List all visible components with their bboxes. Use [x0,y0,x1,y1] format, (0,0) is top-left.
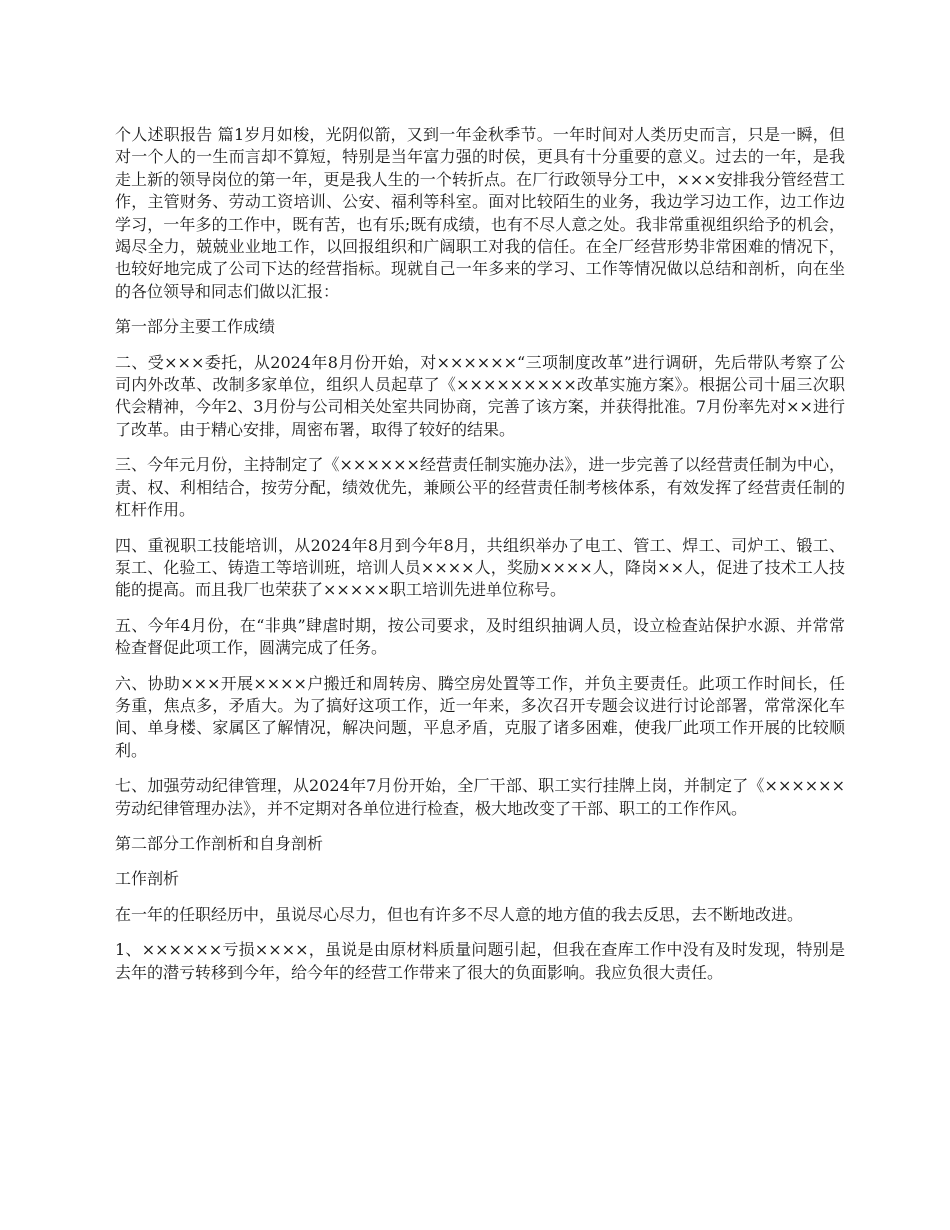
paragraph-item-4: 四、重视职工技能培训，从2024年8月到今年8月，共组织举办了电工、管工、焊工、司炉工、锻工、泵工、化验工、铸造工等培训班，培训人员××××人，奖励××××人，降岗××人，促进了技术工人技能的提高。而且我厂也荣获了×××××职工培训先进单位称号。 [115,535,845,600]
paragraph-item-5: 五、今年4月份，在“非典”肆虐时期，按公司要求，及时组织抽调人员，设立检查站保护水源、并常常检查督促此项工作，圆满完成了任务。 [115,615,845,658]
paragraph-item-3: 三、今年元月份，主持制定了《××××××经营责任制实施办法》，进一步完善了以经营责任制为中心，责、权、利相结合，按劳分配，绩效优先，兼顾公平的经营责任制考核体系，有效发挥了经营责任制的杠杆作用。 [115,455,845,520]
paragraph-item-6: 六、协助×××开展××××户搬迁和周转房、腾空房处置等工作，并负主要责任。此项工作时间长，任务重，焦点多，矛盾大。为了搞好这项工作，近一年来，多次召开专题会议进行讨论部署，常常深化车间、单身楼、家属区了解情况，解决问题，平息矛盾，克服了诸多困难，使我厂此项工作开展的比较顺利。 [115,673,845,760]
paragraph-item-7: 七、加强劳动纪律管理，从2024年7月份开始，全厂干部、职工实行挂牌上岗，并制定了《××××××劳动纪律管理办法》，并不定期对各单位进行检查，极大地改变了干部、职工的工作作风。 [115,776,845,818]
paragraph-item-2: 二、受×××委托，从2024年8月份开始，对××××××“三项制度改革”进行调研，先后带队考察了公司内外改革、改制多家单位，组织人员起草了《×××××××××改革实施方案》。根据公司十届三次职代会精神，今年2、3月份与公司相关处室共同协商，完善了该方案，并获得批准。7月份率先对××进行了改革。由于精心安排，周密布署，取得了较好的结果。 [115,352,845,439]
paragraph-issue-1: 1、××××××亏损××××，虽说是由原材料质量问题引起，但我在查库工作中没有及时发现，特别是去年的潜亏转移到今年，给今年的经营工作带来了很大的负面影响。我应负很大责任。 [115,940,845,982]
paragraph-reflection: 在一年的任职经历中，虽说尽心尽力，但也有许多不尽人意的地方值的我去反思，去不断地改进。 [115,904,804,924]
subheading-work-analysis: 工作剖析 [115,869,180,889]
paragraph-intro: 个人述职报告 篇1岁月如梭，光阴似箭，又到一年金秋季节。一年时间对人类历史而言，只是一瞬，但对一个人的一生而言却不算短，特别是当年富力强的时侯，更具有十分重要的意义。过去的一年，是我走上新的领导岗位的第一年，更是我人生的一个转折点。在厂行政领导分工中，×××安排我分管经营工作，主管财务、劳动工资培训、公安、福利等科室。面对比较陌生的业务，我边学习边工作，边工作边学习，一年多的工作中，既有苦，也有乐;既有成绩，也有不尽人意之处。我非常重视组织给予的机会，竭尽全力，兢兢业业地工作，以回报组织和广阔职工对我的信任。在全厂经营形势非常困难的情况下，也较好地完成了公司下达的经营指标。现就自己一年多来的学习、工作等情况做以总结和剖析，向在坐的各位领导和同志们做以汇报： [115,125,845,301]
document-body [115,124,845,997]
section-heading-part-two: 第二部分工作剖析和自身剖析 [115,833,324,853]
section-heading-part-one: 第一部分主要工作成绩 [115,317,276,337]
